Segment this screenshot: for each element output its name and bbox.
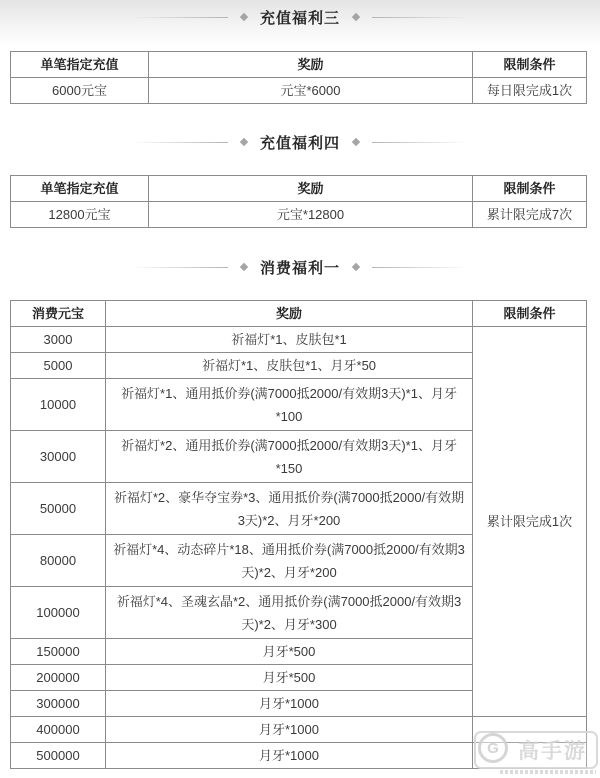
cell-consume-amount: 80000 (11, 535, 106, 587)
cell-limit-merged: 累计限完成1次 (473, 327, 587, 717)
section-title-text: 充值福利三 (259, 9, 340, 27)
diamond-icon (352, 13, 360, 21)
header-cell-reward: 奖励 (106, 301, 473, 327)
cell-consume-amount: 400000 (11, 717, 106, 743)
cell-reward: 祈福灯*1、通用抵价券(满7000抵2000/有效期3天)*1、月牙*100 (106, 379, 473, 431)
cell-reward: 月牙*500 (106, 665, 473, 691)
cell-reward: 元宝*12800 (149, 202, 473, 228)
recharge-benefit-4-table (10, 175, 587, 228)
cell-reward: 祈福灯*2、豪华夺宝券*3、通用抵价券(满7000抵2000/有效期3天)*2、月牙*200 (106, 483, 473, 535)
header-cell-reward: 奖励 (149, 176, 473, 202)
cell-consume-amount: 100000 (11, 587, 106, 639)
cell-consume-amount: 3000 (11, 327, 106, 353)
cell-reward: 祈福灯*1、皮肤包*1、月牙*50 (106, 353, 473, 379)
table-row (11, 202, 587, 228)
title-deco-line-right (372, 267, 468, 268)
title-deco-line-left (132, 17, 228, 18)
table-header-row (11, 176, 587, 202)
table-row (11, 78, 587, 104)
cell-reward: 祈福灯*4、动态碎片*18、通用抵价券(满7000抵2000/有效期3天)*2、月牙*200 (106, 535, 473, 587)
header-cell-limit: 限制条件 (473, 176, 587, 202)
cell-consume-amount: 300000 (11, 691, 106, 717)
section-title-recharge-benefit-4 (0, 131, 600, 153)
cell-limit: 累计限完成7次 (473, 202, 587, 228)
diamond-icon (352, 138, 360, 146)
diamond-icon (240, 138, 248, 146)
cell-recharge-amount: 6000元宝 (11, 78, 149, 104)
cell-reward: 月牙*1000 (106, 717, 473, 743)
table-row (11, 743, 587, 769)
title-deco-line-right (372, 17, 468, 18)
cell-limit: 每日限完成1次 (473, 78, 587, 104)
table-row (11, 327, 587, 353)
cell-reward: 祈福灯*1、皮肤包*1 (106, 327, 473, 353)
title-deco-line-left (132, 142, 228, 143)
header-cell-recharge: 单笔指定充值 (11, 176, 149, 202)
diamond-icon (240, 263, 248, 271)
diamond-icon (240, 13, 248, 21)
cell-consume-amount: 30000 (11, 431, 106, 483)
title-deco-line-left (132, 267, 228, 268)
cell-consume-amount: 50000 (11, 483, 106, 535)
consumption-benefit-1-table (10, 300, 587, 769)
section-title-text: 充值福利四 (259, 134, 340, 152)
cell-consume-amount: 500000 (11, 743, 106, 769)
section-title-consumption-benefit-1 (0, 256, 600, 278)
cell-consume-amount: 10000 (11, 379, 106, 431)
cell-recharge-amount: 12800元宝 (11, 202, 149, 228)
table-header-row (11, 301, 587, 327)
watermark-smallprint (500, 770, 596, 774)
cell-consume-amount: 150000 (11, 639, 106, 665)
section-title-text: 消费福利一 (259, 259, 340, 277)
header-cell-recharge: 单笔指定充值 (11, 52, 149, 78)
cell-consume-amount: 200000 (11, 665, 106, 691)
cell-reward: 月牙*1000 (106, 691, 473, 717)
table-row (11, 717, 587, 743)
header-cell-limit: 限制条件 (473, 52, 587, 78)
watermark-logo-icon: G (478, 733, 508, 763)
watermark-label: 高手游 (518, 740, 587, 763)
cell-reward: 祈福灯*4、圣魂玄晶*2、通用抵价券(满7000抵2000/有效期3天)*2、月牙*300 (106, 587, 473, 639)
table-header-row (11, 52, 587, 78)
header-cell-limit: 限制条件 (473, 301, 587, 327)
diamond-icon (352, 263, 360, 271)
title-deco-line-right (372, 142, 468, 143)
cell-consume-amount: 5000 (11, 353, 106, 379)
cell-limit-empty (473, 743, 587, 769)
header-cell-consume: 消费元宝 (11, 301, 106, 327)
header-cell-reward: 奖励 (149, 52, 473, 78)
section-title-recharge-benefit-3 (0, 6, 600, 28)
cell-limit-empty (473, 717, 587, 743)
recharge-benefit-3-table (10, 51, 587, 104)
cell-reward: 元宝*6000 (149, 78, 473, 104)
cell-reward: 祈福灯*2、通用抵价券(满7000抵2000/有效期3天)*1、月牙*150 (106, 431, 473, 483)
cell-reward: 月牙*500 (106, 639, 473, 665)
cell-reward: 月牙*1000 (106, 743, 473, 769)
